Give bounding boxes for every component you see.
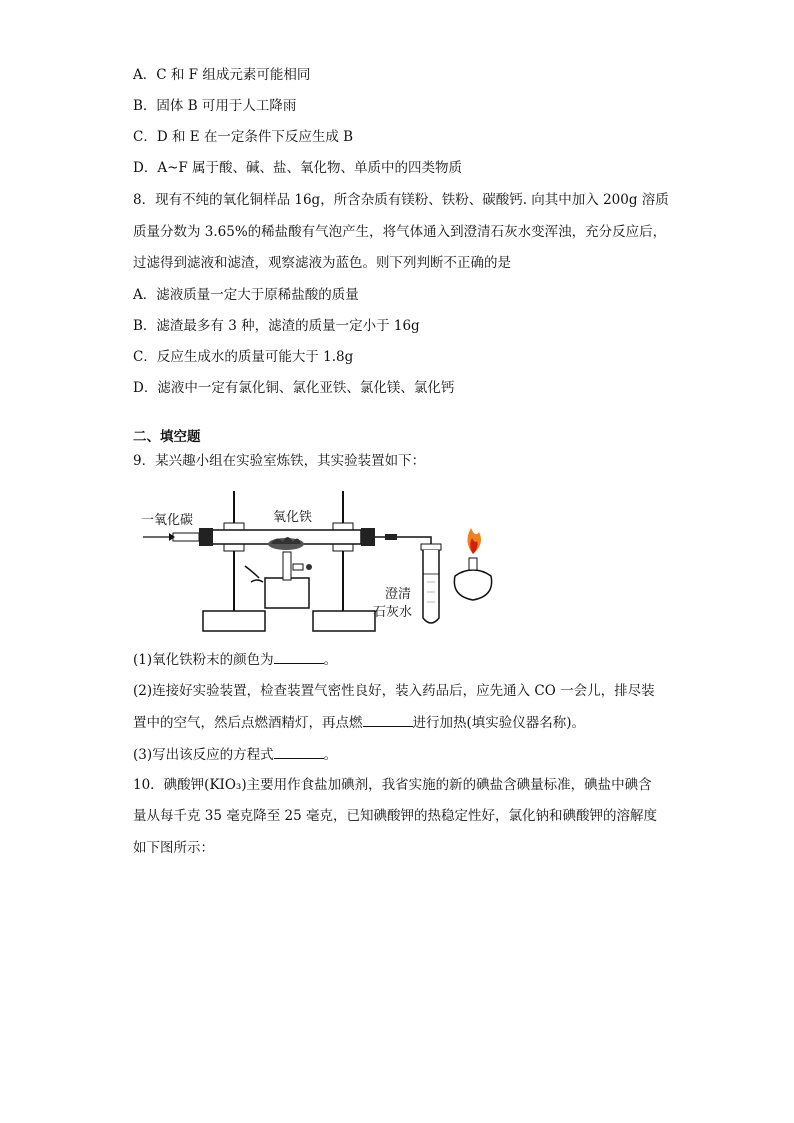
q8-stem-line1: 8．现有不纯的氧化铜样品 16g，所含杂质有镁粉、铁粉、碳酸钙. 向其中加入 200g 溶质 (133, 192, 669, 208)
label-limewater-2: 石灰水 (373, 605, 413, 620)
label-carbon-monoxide: 一氧化碳 (141, 513, 194, 528)
q8-option-a: A．滤液质量一定大于原稀盐酸的质量 (133, 287, 359, 303)
q8-option-b: B．滤渣最多有 3 种，滤渣的质量一定小于 16g (133, 318, 420, 334)
iron-smelting-apparatus-figure (133, 486, 533, 636)
label-iron-oxide: 氧化铁 (273, 510, 313, 525)
q10-line3: 如下图所示： (133, 840, 214, 856)
q9-part2-text-b: 进行加热(填实验仪器名称)。 (412, 715, 586, 731)
q8-option-d: D．滤液中一定有氯化铜、氯化亚铁、氯化镁、氯化钙 (133, 380, 455, 396)
q9-part3-text: (3)写出该反应的方程式 (133, 747, 274, 763)
q9-part3 (133, 744, 337, 765)
q8-stem-line3: 过滤得到滤液和滤渣，观察滤液为蓝色。则下列判断不正确的是 (133, 255, 511, 271)
q10-line1: 10．碘酸钾(KIO₃)主要用作食盐加碘剂，我省实施的新的碘盐含碘量标准，碘盐中碘含 (133, 777, 652, 793)
q9-part1-text: (1)氧化铁粉末的颜色为 (133, 652, 274, 668)
q9-part3-end: 。 (323, 747, 338, 763)
q8-option-c: C．反应生成水的质量可能大于 1.8g (133, 349, 354, 365)
q9-part2-blank[interactable] (363, 712, 413, 727)
section-heading-fill-blank: 二、填空题 (133, 429, 201, 445)
q9-part2-line2 (133, 712, 585, 733)
q9-part3-blank[interactable] (274, 744, 324, 759)
q9-part2-line1: (2)连接好实验装置，检查装置气密性良好，装入药品后，应先通入 CO 一会儿，排尽装 (133, 683, 655, 699)
q10-line2: 量从每千克 35 毫克降至 25 毫克，已知碘酸钾的热稳定性好，氯化钠和碘酸钾的溶解度 (133, 808, 658, 824)
q9-part2-text-a: 置中的空气，然后点燃酒精灯，再点燃 (133, 715, 363, 731)
q9-part1 (133, 649, 337, 670)
q9-stem: 9．某兴趣小组在实验室炼铁，其实验装置如下： (133, 453, 426, 469)
q9-part1-end: 。 (323, 652, 338, 668)
q7-option-c: C．D 和 E 在一定条件下反应生成 B (133, 129, 354, 145)
q7-option-a: A．C 和 F 组成元素可能相同 (133, 67, 311, 83)
q7-option-d: D．A~F 属于酸、碱、盐、氧化物、单质中的四类物质 (133, 160, 463, 176)
q7-option-b: B．固体 B 可用于人工降雨 (133, 98, 297, 114)
label-limewater-1: 澄清 (385, 587, 412, 602)
q8-stem-line2: 质量分数为 3.65%的稀盐酸有气泡产生，将气体通入到澄清石灰水变浑浊，充分反应后， (133, 224, 667, 240)
q9-part1-blank[interactable] (274, 649, 324, 664)
